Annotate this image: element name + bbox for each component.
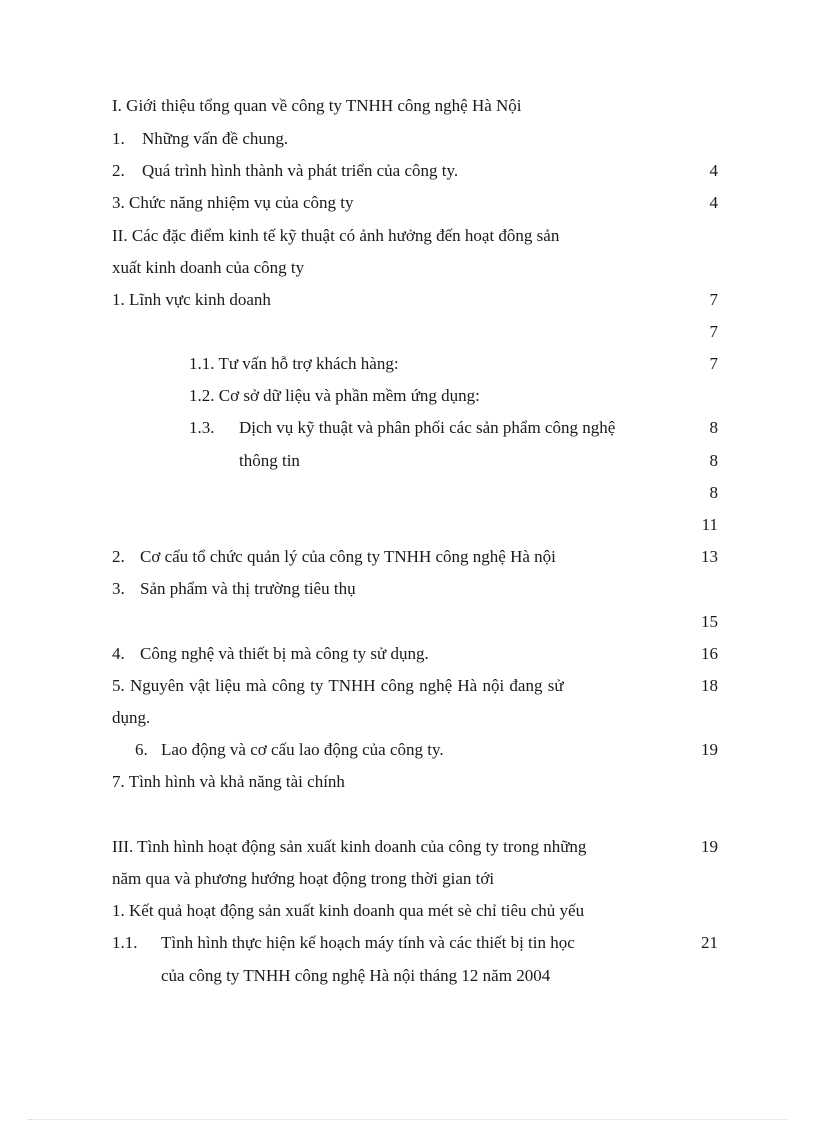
toc-entry-2-7: 7. Tình hình và khả năng tài chính bbox=[112, 772, 345, 791]
page-number: 16 bbox=[701, 644, 718, 663]
page-number: 19 bbox=[701, 837, 718, 856]
toc-entry-2-1: 1. Lĩnh vực kinh doanh bbox=[112, 290, 271, 309]
toc-entry-number: 3. bbox=[112, 579, 125, 598]
toc-entry-title: Lao động và cơ cấu lao động của công ty. bbox=[161, 740, 444, 759]
toc-heading-3-line-1: III. Tình hình hoạt động sản xuất kinh doanh của công ty trong những bbox=[112, 837, 587, 856]
toc-entry-2-1-2: 1.2. Cơ sở dữ liệu và phần mềm ứng dụng: bbox=[189, 386, 480, 405]
toc-entry-2-1-1: 1.1. Tư vấn hỗ trợ khách hàng: bbox=[189, 354, 399, 373]
page-number: 11 bbox=[701, 515, 718, 534]
toc-entry-title: Dịch vụ kỹ thuật và phân phối các sản phẩm công nghệ bbox=[239, 418, 616, 437]
page-number: 4 bbox=[709, 161, 718, 180]
toc-heading-1: I. Giới thiệu tổng quan về công ty TNHH công nghệ Hà Nội bbox=[112, 96, 522, 115]
toc-entry-title: Sản phẩm và thị trường tiêu thụ bbox=[140, 579, 356, 598]
toc-entry-3-1-1-line-2: của công ty TNHH công nghệ Hà nội tháng 12 năm 2004 bbox=[161, 966, 551, 985]
page-number: 4 bbox=[709, 193, 718, 212]
toc-entry-number: 2. bbox=[112, 161, 125, 180]
toc-heading-2-line-1: II. Các đặc điểm kinh tế kỹ thuật có ảnh hưởng đến hoạt đông sản bbox=[112, 226, 560, 245]
page-number: 7 bbox=[709, 290, 718, 309]
toc-entry-number: 4. bbox=[112, 644, 125, 663]
toc-entry-title: Cơ cấu tổ chức quản lý của công ty TNHH công nghệ Hà nội bbox=[140, 547, 556, 566]
page-number: 15 bbox=[701, 612, 718, 631]
toc-entry-2-2 bbox=[112, 547, 556, 567]
toc-heading-2-line-2: xuất kinh doanh của công ty bbox=[112, 258, 305, 277]
toc-entry-2-5: 5. Nguyên vật liệu mà công ty TNHH công nghệ Hà nội đang sử bbox=[112, 676, 564, 695]
page-number: 7 bbox=[709, 322, 718, 341]
toc-entry-1-3: 3. Chức năng nhiệm vụ của công ty bbox=[112, 193, 354, 212]
toc-entry-title: Quá trình hình thành và phát triển của công ty. bbox=[142, 161, 459, 180]
page-footer-divider bbox=[28, 1119, 788, 1120]
toc-entry-number: 1.3. bbox=[189, 418, 215, 437]
toc-entry-title: Công nghệ và thiết bị mà công ty sử dụng. bbox=[140, 644, 429, 663]
toc-entry-3-1: 1. Kết quả hoạt động sản xuất kinh doanh qua mét sè chỉ tiêu chủ yếu bbox=[112, 901, 585, 920]
toc-heading-3-line-2: năm qua và phương hướng hoạt động trong thời gian tới bbox=[112, 869, 495, 888]
toc-entry-number: 1. bbox=[112, 129, 125, 148]
toc-entry-3-1-1 bbox=[112, 933, 575, 953]
toc-entry-2-6 bbox=[135, 740, 444, 760]
toc-entry-number: 2. bbox=[112, 547, 125, 566]
toc-entry-title: Tình hình thực hiện kế hoạch máy tính và các thiết bị tin học bbox=[161, 933, 575, 952]
toc-entry-1-1 bbox=[112, 129, 288, 149]
toc-entry-2-3 bbox=[112, 579, 356, 599]
page-number: 21 bbox=[701, 933, 718, 952]
toc-entry-2-1-3-line-2: thông tin bbox=[239, 451, 300, 470]
toc-entry-number: 6. bbox=[135, 740, 148, 759]
toc-entry-title: Những vấn đề chung. bbox=[142, 129, 289, 148]
page-number: 8 bbox=[709, 451, 718, 470]
toc-entry-1-2 bbox=[112, 161, 458, 181]
page-number: 8 bbox=[709, 483, 718, 502]
toc-entry-2-4 bbox=[112, 644, 429, 664]
page-number: 13 bbox=[701, 547, 718, 566]
toc-entry-number: 1.1. bbox=[112, 933, 138, 952]
toc-entry-2-1-3 bbox=[189, 418, 615, 438]
page-number: 8 bbox=[709, 418, 718, 437]
page-number: 7 bbox=[709, 354, 718, 373]
toc-entry-2-5-line-2: dụng. bbox=[112, 708, 151, 727]
page-number: 18 bbox=[701, 676, 718, 695]
page-number: 19 bbox=[701, 740, 718, 759]
